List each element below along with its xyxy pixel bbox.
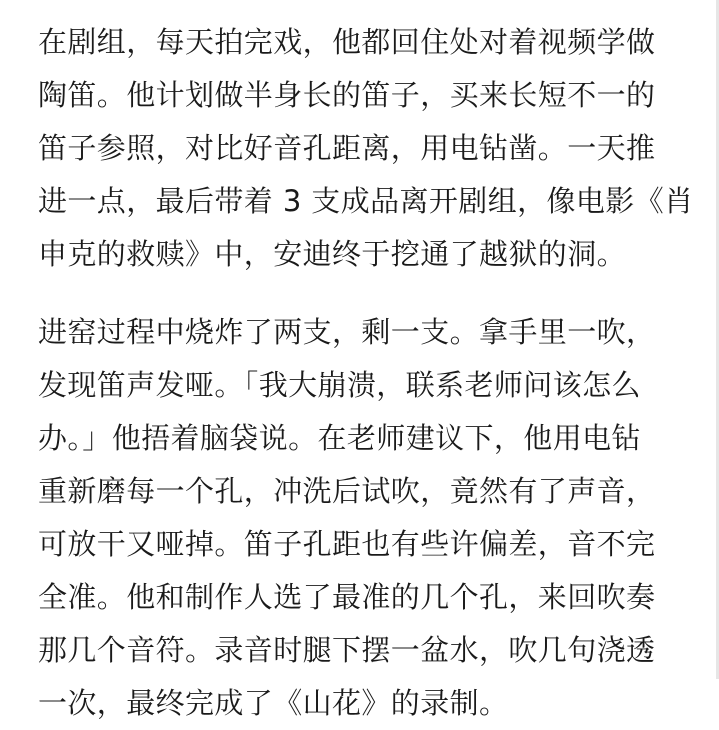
- text-line: 进窑过程中烧炸了两支，剩一支。拿手里一吹，: [38, 315, 656, 349]
- text-line: 那几个音符。录音时腿下摆一盆水，吹几句浇透: [38, 633, 656, 667]
- text-line: 笛子参照，对比好音孔距离，用电钻凿。一天推: [38, 131, 656, 165]
- text-line: 申克的救赎》中，安迪终于挖通了越狱的洞。: [38, 237, 627, 271]
- text-line: 重新磨每一个孔，冲洗后试吹，竟然有了声音，: [38, 474, 656, 508]
- text-line: 陶笛。他计划做半身长的笛子，买来长短不一的: [38, 78, 656, 112]
- paragraph-1: [38, 16, 694, 281]
- text-line: 一次，最终完成了《山花》的录制。: [38, 686, 509, 720]
- text-line: 在剧组，每天拍完戏，他都回住处对着视频学做: [38, 25, 656, 59]
- text-line: 可放干又哑掉。笛子孔距也有些许偏差，音不完: [38, 527, 656, 561]
- paragraph-2: [38, 306, 688, 730]
- text-line: 进一点，最后带着 3 支成品离开剧组，像电影《肖: [38, 184, 694, 218]
- text-line: 办。」他捂着脑袋说。在老师建议下，他用电钻: [38, 421, 641, 455]
- text-line: 全准。他和制作人选了最准的几个孔，来回吹奏: [38, 580, 656, 614]
- text-line: 发现笛声发哑。「我大崩溃，联系老师问该怎么: [38, 368, 641, 402]
